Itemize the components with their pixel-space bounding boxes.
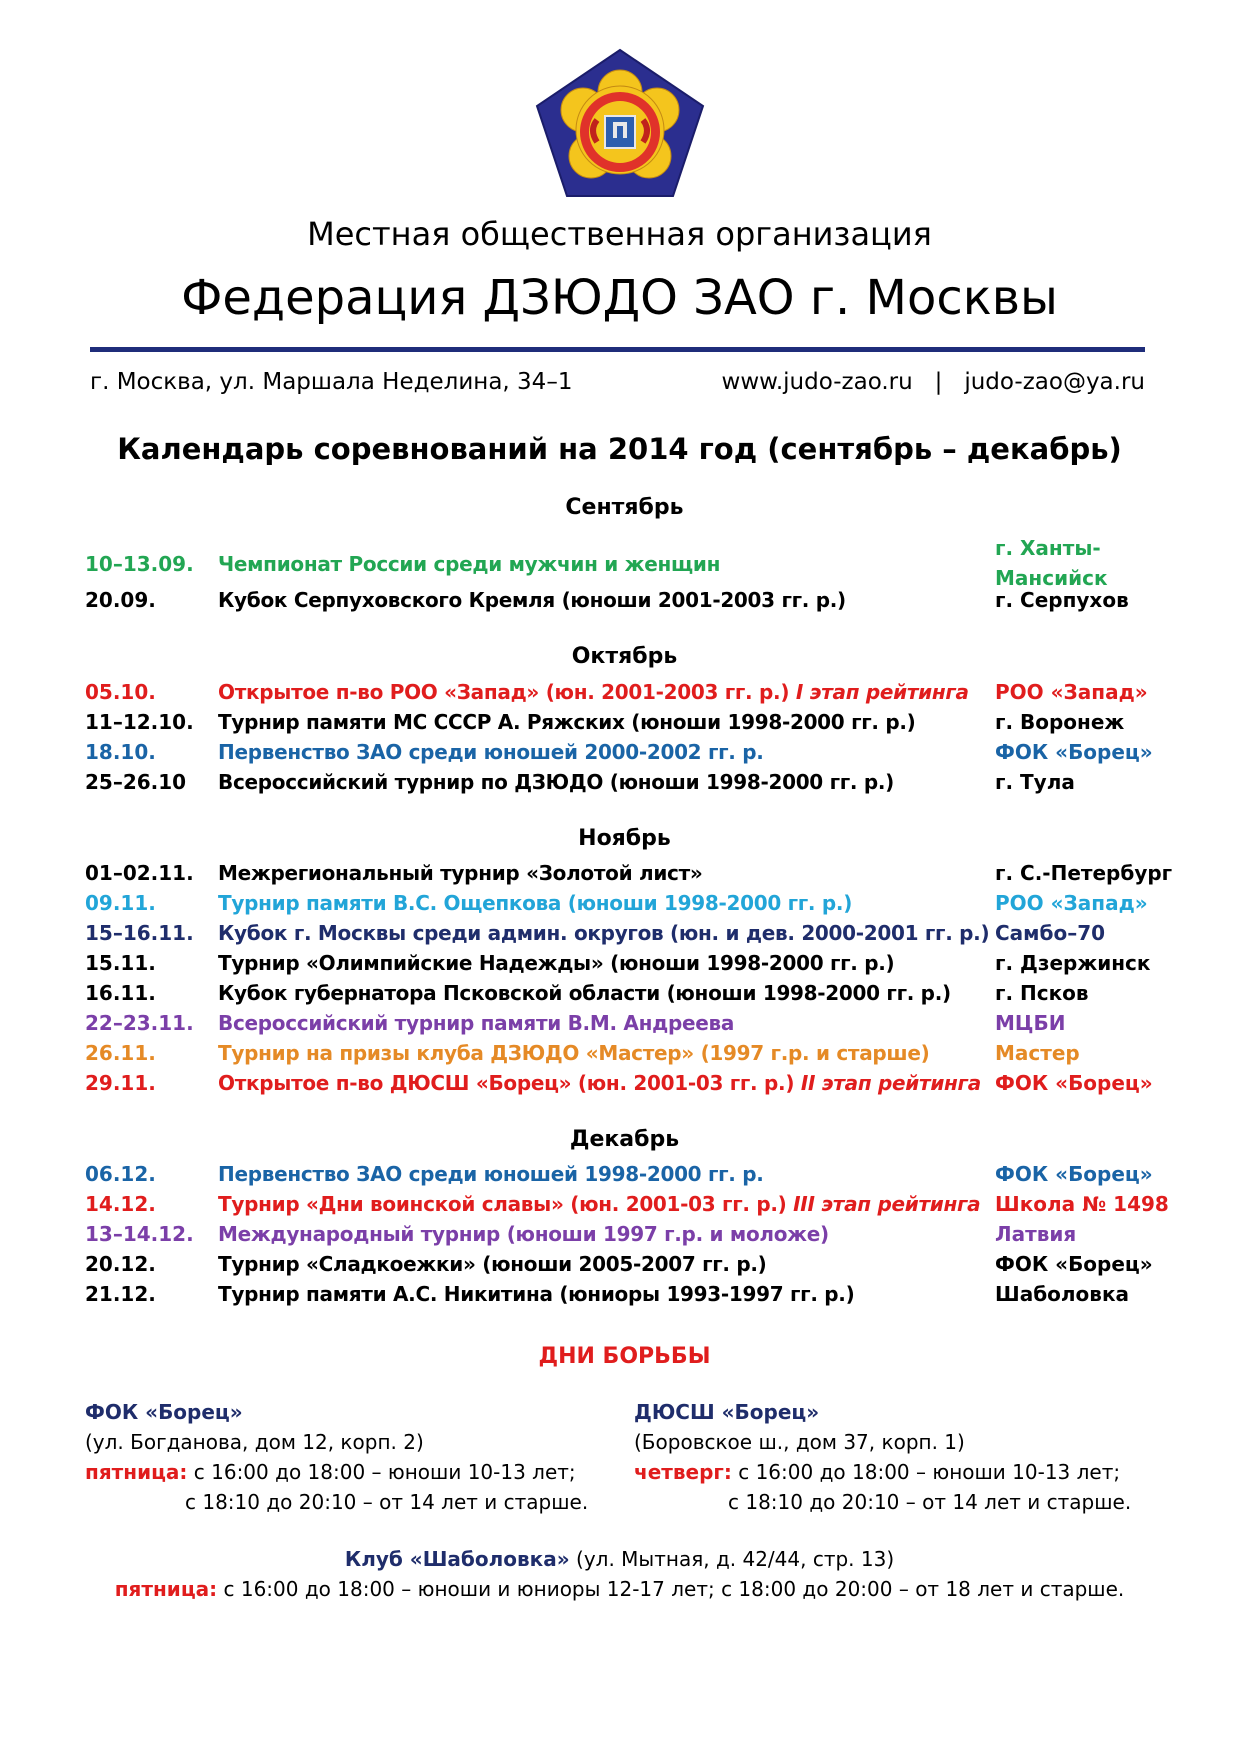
header-divider (90, 347, 1145, 352)
event-row (0, 585, 1239, 615)
event-date: 16.11. (85, 981, 156, 1005)
event-name: Турнир «Олимпийские Надежды» (юноши 1998-2000 гг. р.) (218, 951, 895, 975)
training-days-title: ДНИ БОРЬБЫ (538, 1344, 711, 1369)
federation-emblem-logo (533, 48, 707, 198)
venue-name: ДЮСШ «Борец» (634, 1400, 820, 1424)
event-row (0, 707, 1239, 737)
event-date: 06.12. (85, 1162, 156, 1186)
event-name: Чемпионат России среди мужчин и женщин (218, 552, 721, 576)
event-date: 26.11. (85, 1041, 156, 1065)
event-name: Межрегиональный турнир «Золотой лист» (218, 861, 703, 885)
event-place: ФОК «Борец» (995, 740, 1153, 764)
org-title: Федерация ДЗЮДО ЗАО г. Москвы (181, 270, 1058, 326)
event-row (0, 1159, 1239, 1189)
event-row (0, 978, 1239, 1008)
event-date: 21.12. (85, 1282, 156, 1306)
event-place: ФОК «Борец» (995, 1162, 1153, 1186)
contacts (722, 367, 1145, 397)
event-date: 09.11. (85, 891, 156, 915)
event-name: Всероссийский турнир памяти В.М. Андреева (218, 1011, 735, 1035)
event-date: 14.12. (85, 1192, 156, 1216)
event-row (0, 1279, 1239, 1309)
event-date: 29.11. (85, 1071, 156, 1095)
venue-schedule-second: с 18:10 до 20:10 – от 14 лет и старше. (185, 1490, 589, 1514)
calendar-title: Календарь соревнований на 2014 год (сентябрь – декабрь) (117, 432, 1122, 466)
email-link[interactable]: judo-zao@ya.ru (964, 369, 1145, 395)
event-row (0, 677, 1239, 707)
event-name: Турнир памяти В.С. Ощепкова (юноши 1998-2000 гг. р.) (218, 891, 853, 915)
event-place: Шаболовка (995, 1282, 1130, 1306)
website-link[interactable]: www.judo-zao.ru (721, 369, 913, 395)
event-date: 13–14.12. (85, 1222, 194, 1246)
event-row (0, 737, 1239, 767)
event-row (0, 536, 1239, 590)
event-place: ФОК «Борец» (995, 1071, 1153, 1095)
venue-block (634, 1397, 1131, 1517)
venue-day: пятница: (85, 1460, 188, 1484)
club-day: пятница: (114, 1577, 218, 1601)
event-date: 20.12. (85, 1252, 156, 1276)
event-row (0, 767, 1239, 797)
club-schedule: пятница: с 16:00 до 18:00 – юноши и юниоры 12-17 лет; с 18:00 до 20:00 – от 18 лет и старше. (114, 1577, 1125, 1601)
event-place: Самбо–70 (995, 921, 1106, 945)
event-name: Турнир памяти А.С. Никитина (юниоры 1993-1997 гг. р.) (218, 1282, 855, 1306)
event-date: 11–12.10. (85, 710, 194, 734)
event-row (0, 1038, 1239, 1068)
rating-stage: II этап рейтинга (800, 1071, 981, 1095)
event-date: 15.11. (85, 951, 156, 975)
event-date: 18.10. (85, 740, 156, 764)
event-place: г. Воронеж (995, 710, 1125, 734)
event-name: Турнир на призы клуба ДЗЮДО «Мастер» (1997 г.р. и старше) (218, 1041, 930, 1065)
event-place: г. С.-Петербург (995, 861, 1173, 885)
month-heading: Ноябрь (578, 826, 671, 851)
event-date: 05.10. (85, 680, 156, 704)
event-name: Первенство ЗАО среди юношей 1998-2000 гг. р. (218, 1162, 764, 1186)
contacts-separator: | (934, 369, 943, 395)
org-subtitle: Местная общественная организация (307, 215, 932, 253)
event-place: РОО «Запад» (995, 891, 1148, 915)
event-place: г. Тула (995, 770, 1075, 794)
event-date: 01–02.11. (85, 861, 194, 885)
venue-block (85, 1397, 588, 1517)
venue-schedule: четверг: с 16:00 до 18:00 – юноши 10-13 лет; (634, 1460, 1121, 1484)
event-row (0, 1249, 1239, 1279)
venue-schedule: пятница: с 16:00 до 18:00 – юноши 10-13 лет; (85, 1460, 576, 1484)
event-row (0, 858, 1239, 888)
event-date: 22–23.11. (85, 1011, 194, 1035)
event-name: Турнир «Сладкоежки» (юноши 2005-2007 гг. р.) (218, 1252, 767, 1276)
event-row (0, 918, 1239, 948)
event-name: Кубок г. Москвы среди админ. округов (юн. и дев. 2000-2001 гг. р.) (218, 921, 990, 945)
event-place: Школа № 1498 (995, 1192, 1169, 1216)
event-date: 15–16.11. (85, 921, 194, 945)
event-name: Первенство ЗАО среди юношей 2000-2002 гг. р. (218, 740, 764, 764)
rating-stage: III этап рейтинга (793, 1192, 981, 1216)
event-row (0, 948, 1239, 978)
event-date: 25–26.10 (85, 770, 187, 794)
event-name: Международный турнир (юноши 1997 г.р. и моложе) (218, 1222, 829, 1246)
event-row (0, 1068, 1239, 1098)
event-place: Мастер (995, 1041, 1080, 1065)
event-name: Всероссийский турнир по ДЗЮДО (юноши 1998-2000 гг. р.) (218, 770, 894, 794)
event-name: Турнир памяти МС СССР А. Ряжских (юноши 1998-2000 гг. р.) (218, 710, 916, 734)
event-name: Турнир «Дни воинской славы» (юн. 2001-03 гг. р.) III этап рейтинга (218, 1192, 981, 1216)
event-row (0, 1008, 1239, 1038)
event-row (0, 1189, 1239, 1219)
event-date: 10–13.09. (85, 552, 194, 576)
event-place: г. Серпухов (995, 588, 1129, 612)
event-place: Латвия (995, 1222, 1077, 1246)
event-row (0, 1219, 1239, 1249)
event-name: Открытое п-во РОО «Запад» (юн. 2001-2003 гг. р.) I этап рейтинга (218, 680, 969, 704)
event-name: Открытое п-во ДЮСШ «Борец» (юн. 2001-03 гг. р.) II этап рейтинга (218, 1071, 981, 1095)
event-place: РОО «Запад» (995, 680, 1148, 704)
venue-address: (ул. Богданова, дом 12, корп. 2) (85, 1430, 424, 1454)
event-row (0, 888, 1239, 918)
club-name: Клуб «Шаболовка» (344, 1547, 570, 1571)
event-place: ФОК «Борец» (995, 1252, 1153, 1276)
month-heading: Октябрь (571, 644, 678, 669)
rating-stage: I этап рейтинга (795, 680, 969, 704)
address: г. Москва, ул. Маршала Неделина, 34–1 (90, 369, 573, 395)
event-place: МЦБИ (995, 1011, 1066, 1035)
venue-name: ФОК «Борец» (85, 1400, 243, 1424)
event-place: г. Дзержинск (995, 951, 1151, 975)
club-header (0, 1544, 1239, 1574)
club-block (0, 1544, 1239, 1604)
venue-schedule-second: с 18:10 до 20:10 – от 14 лет и старше. (728, 1490, 1132, 1514)
event-place: г. Ханты-Мансийск (995, 536, 1108, 590)
venue-day: четверг: (634, 1460, 732, 1484)
event-date: 20.09. (85, 588, 156, 612)
month-heading: Сентябрь (565, 495, 684, 520)
venue-address: (Боровское ш., дом 37, корп. 1) (634, 1430, 965, 1454)
event-name: Кубок Серпуховского Кремля (юноши 2001-2003 гг. р.) (218, 588, 846, 612)
event-place: г. Псков (995, 981, 1089, 1005)
month-heading: Декабрь (569, 1127, 680, 1152)
club-address: (ул. Мытная, д. 42/44, стр. 13) (569, 1547, 895, 1571)
event-name: Кубок губернатора Псковской области (юноши 1998-2000 гг. р.) (218, 981, 951, 1005)
